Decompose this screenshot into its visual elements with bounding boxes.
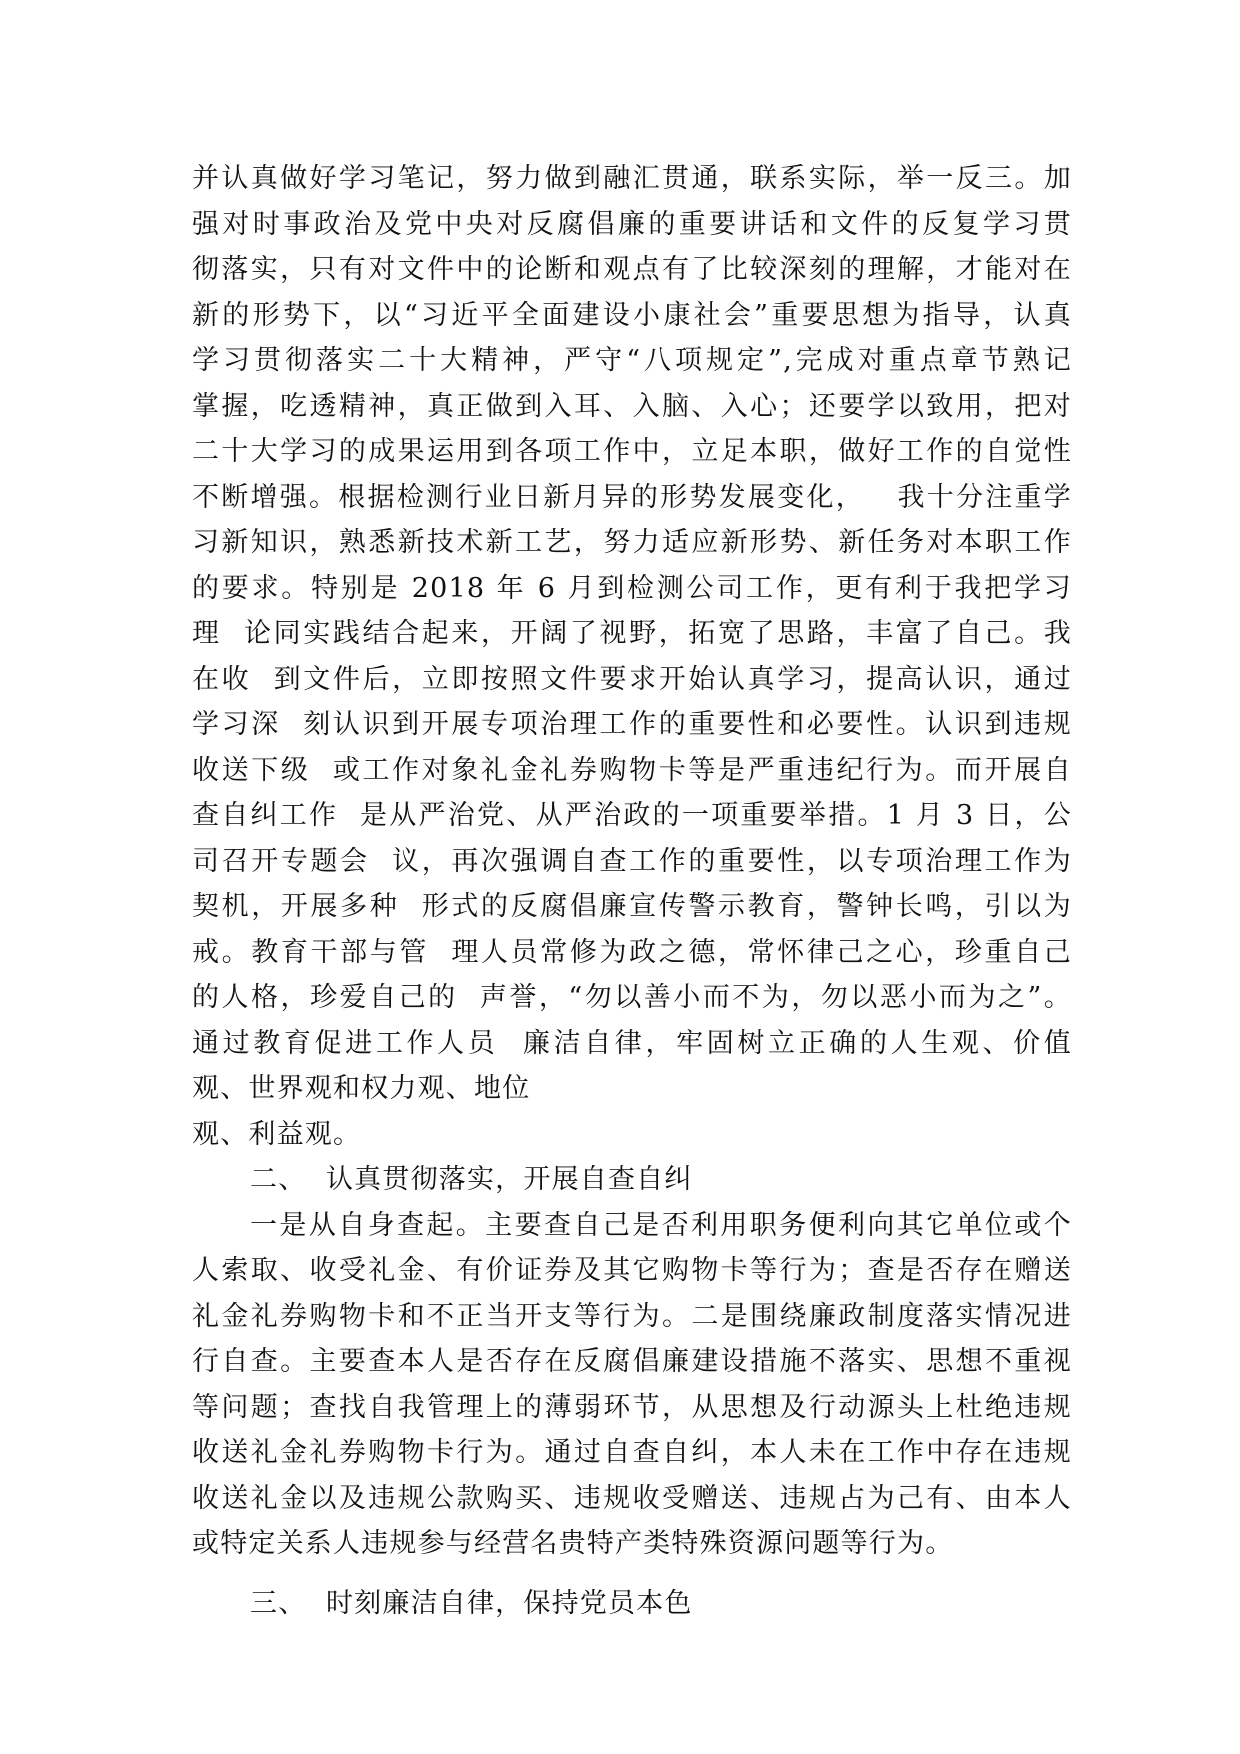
text-line: 的要求。特别是 2018 年 6 月到检测公司工作，更有利于我把学习 [192, 572, 1072, 604]
text-line: 不断增强。根据检测行业日新月异的形势发展变化， 我十分注重学 [192, 481, 1072, 513]
text-line: 司召开专题会 议，再次强调自查工作的重要性，以专项治理工作为 [192, 845, 1072, 877]
text-line: 习新知识，熟悉新技术新工艺，努力适应新形势、新任务对本职工作 [192, 527, 1072, 558]
document-body [192, 156, 1072, 1626]
text-line: 收送礼金礼券购物卡行为。通过自查自纠，本人未在工作中存在违规 [192, 1437, 1072, 1468]
text-line: 并认真做好学习笔记，努力做到融汇贯通，联系实际，举一反三。加 [192, 163, 1072, 194]
text-line: 强对时事政治及党中央对反腐倡廉的重要讲话和文件的反复学习贯 [192, 208, 1072, 240]
text-line: 掌握，吃透精神，真正做到入耳、入脑、入心；还要学以致用，把对 [192, 390, 1072, 422]
text-line: 的人格，珍爱自己的 声誉，“勿以善小而不为，勿以恶小而为之”。 [192, 982, 1072, 1013]
text-line: 理 论同实践结合起来，开阔了视野，拓宽了思路，丰富了自己。我 [192, 618, 1072, 649]
text-line: 等问题；查找自我管理上的薄弱环节，从思想及行动源头上杜绝违规 [192, 1391, 1072, 1423]
text-line: 新的形势下，以“习近平全面建设小康社会”重要思想为指导，认真 [192, 299, 1072, 331]
text-line: 查自纠工作 是从严治党、从严治政的一项重要举措。1 月 3 日，公 [192, 800, 1072, 831]
text-line: 戒。教育干部与管 理人员常修为政之德，常怀律己之心，珍重自己 [192, 936, 1072, 968]
text-line: 在收 到文件后，立即按照文件要求开始认真学习，提高认识，通过 [192, 663, 1072, 695]
text-line: 学习深 刻认识到开展专项治理工作的重要性和必要性。认识到违规 [192, 709, 1072, 740]
text-line: 学习贯彻落实二十大精神，严守“八项规定”,完成对重点章节熟记 [192, 345, 1072, 376]
text-line: 行自查。主要查本人是否存在反腐倡廉建设措施不落实、思想不重视 [192, 1346, 1072, 1377]
paragraph-2 [192, 1203, 1072, 1567]
text-line: 通过教育促进工作人员 廉洁自律，牢固树立正确的人生观、价值 [192, 1027, 1072, 1059]
text-line: 或特定关系人违规参与经营名贵特产类特殊资源问题等行为。 [192, 1528, 954, 1559]
section-heading-2: 二、 认真贯彻落实，开展自查自纠 [250, 1164, 693, 1195]
text-line: 收送礼金以及违规公款购买、违规收受赠送、违规占为己有、由本人 [192, 1482, 1072, 1514]
section-heading-3: 三、 时刻廉洁自律，保持党员本色 [250, 1587, 693, 1619]
text-line: 人索取、收受礼金、有价证券及其它购物卡等行为；查是否存在赠送 [192, 1255, 1072, 1286]
text-line: 收送下级 或工作对象礼金礼券购物卡等是严重违纪行为。而开展自 [192, 754, 1072, 786]
text-line: 二十大学习的成果运用到各项工作中，立足本职，做好工作的自觉性 [192, 436, 1072, 467]
text-line: 彻落实，只有对文件中的论断和观点有了比较深刻的理解，才能对在 [192, 254, 1072, 285]
text-line: 观、利益观。 [192, 1118, 362, 1150]
paragraph-spacer [192, 1567, 1072, 1581]
text-line: 礼金礼券购物卡和不正当开支等行为。二是围绕廉政制度落实情况进 [192, 1300, 1072, 1332]
text-line: 观、世界观和权力观、地位 [192, 1073, 531, 1104]
text-line: 契机，开展多种 形式的反腐倡廉宣传警示教育，警钟长鸣，引以为 [192, 891, 1072, 922]
text-line: 一是从自身查起。主要查自己是否利用职务便利向其它单位或个 [250, 1209, 1072, 1241]
paragraph-1 [192, 156, 1072, 1157]
